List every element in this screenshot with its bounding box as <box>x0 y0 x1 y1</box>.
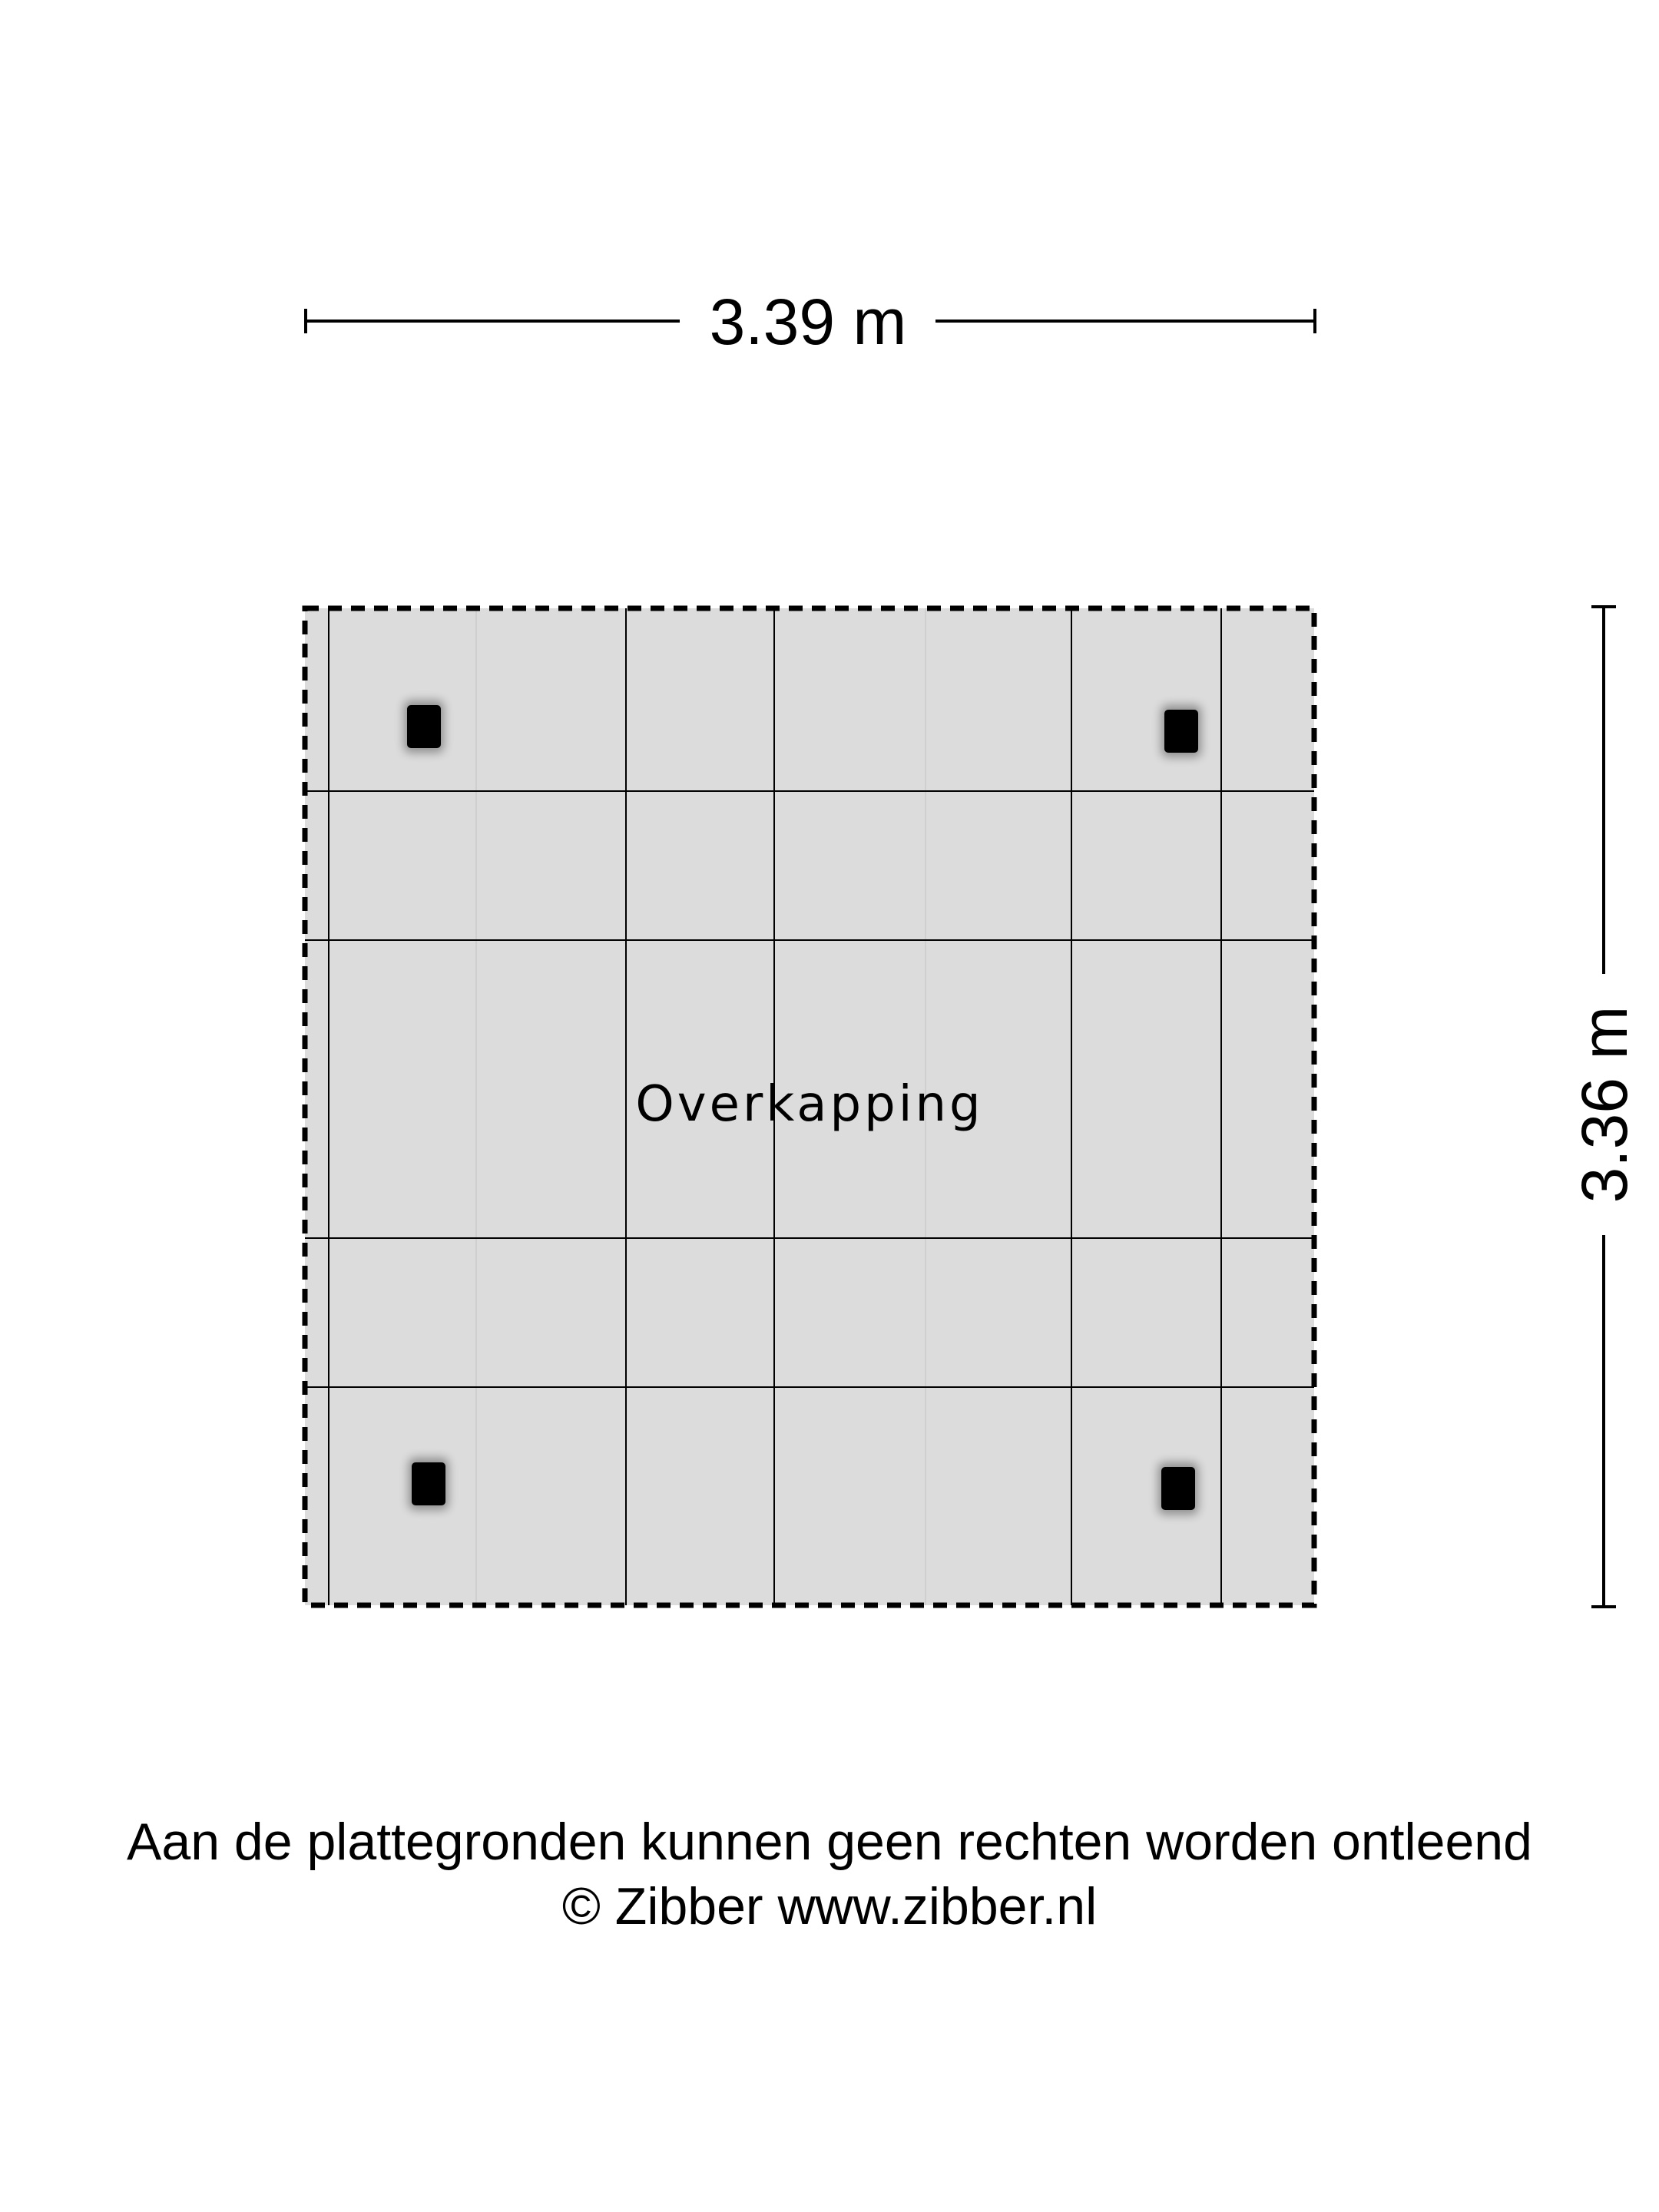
copyright-text: © Zibber www.zibber.nl <box>561 1877 1098 1936</box>
disclaimer-text: Aan de plattegronden kunnen geen rechten worden ontleend <box>127 1813 1532 1871</box>
post <box>412 1462 445 1505</box>
room-overkapping <box>305 608 1314 1605</box>
post <box>1161 1467 1195 1510</box>
width-dimension-label: 3.39 m <box>709 286 907 358</box>
post-top-right <box>1161 705 1201 757</box>
height-dimension <box>1568 607 1641 1607</box>
post-bottom-left <box>409 1458 449 1510</box>
post <box>407 705 441 748</box>
post <box>1164 710 1198 753</box>
post-top-left <box>404 700 444 753</box>
width-dimension <box>306 286 1315 358</box>
post-bottom-right <box>1158 1462 1198 1515</box>
room-label: Overkapping <box>635 1076 984 1133</box>
height-dimension-label: 3.36 m <box>1568 1005 1641 1204</box>
